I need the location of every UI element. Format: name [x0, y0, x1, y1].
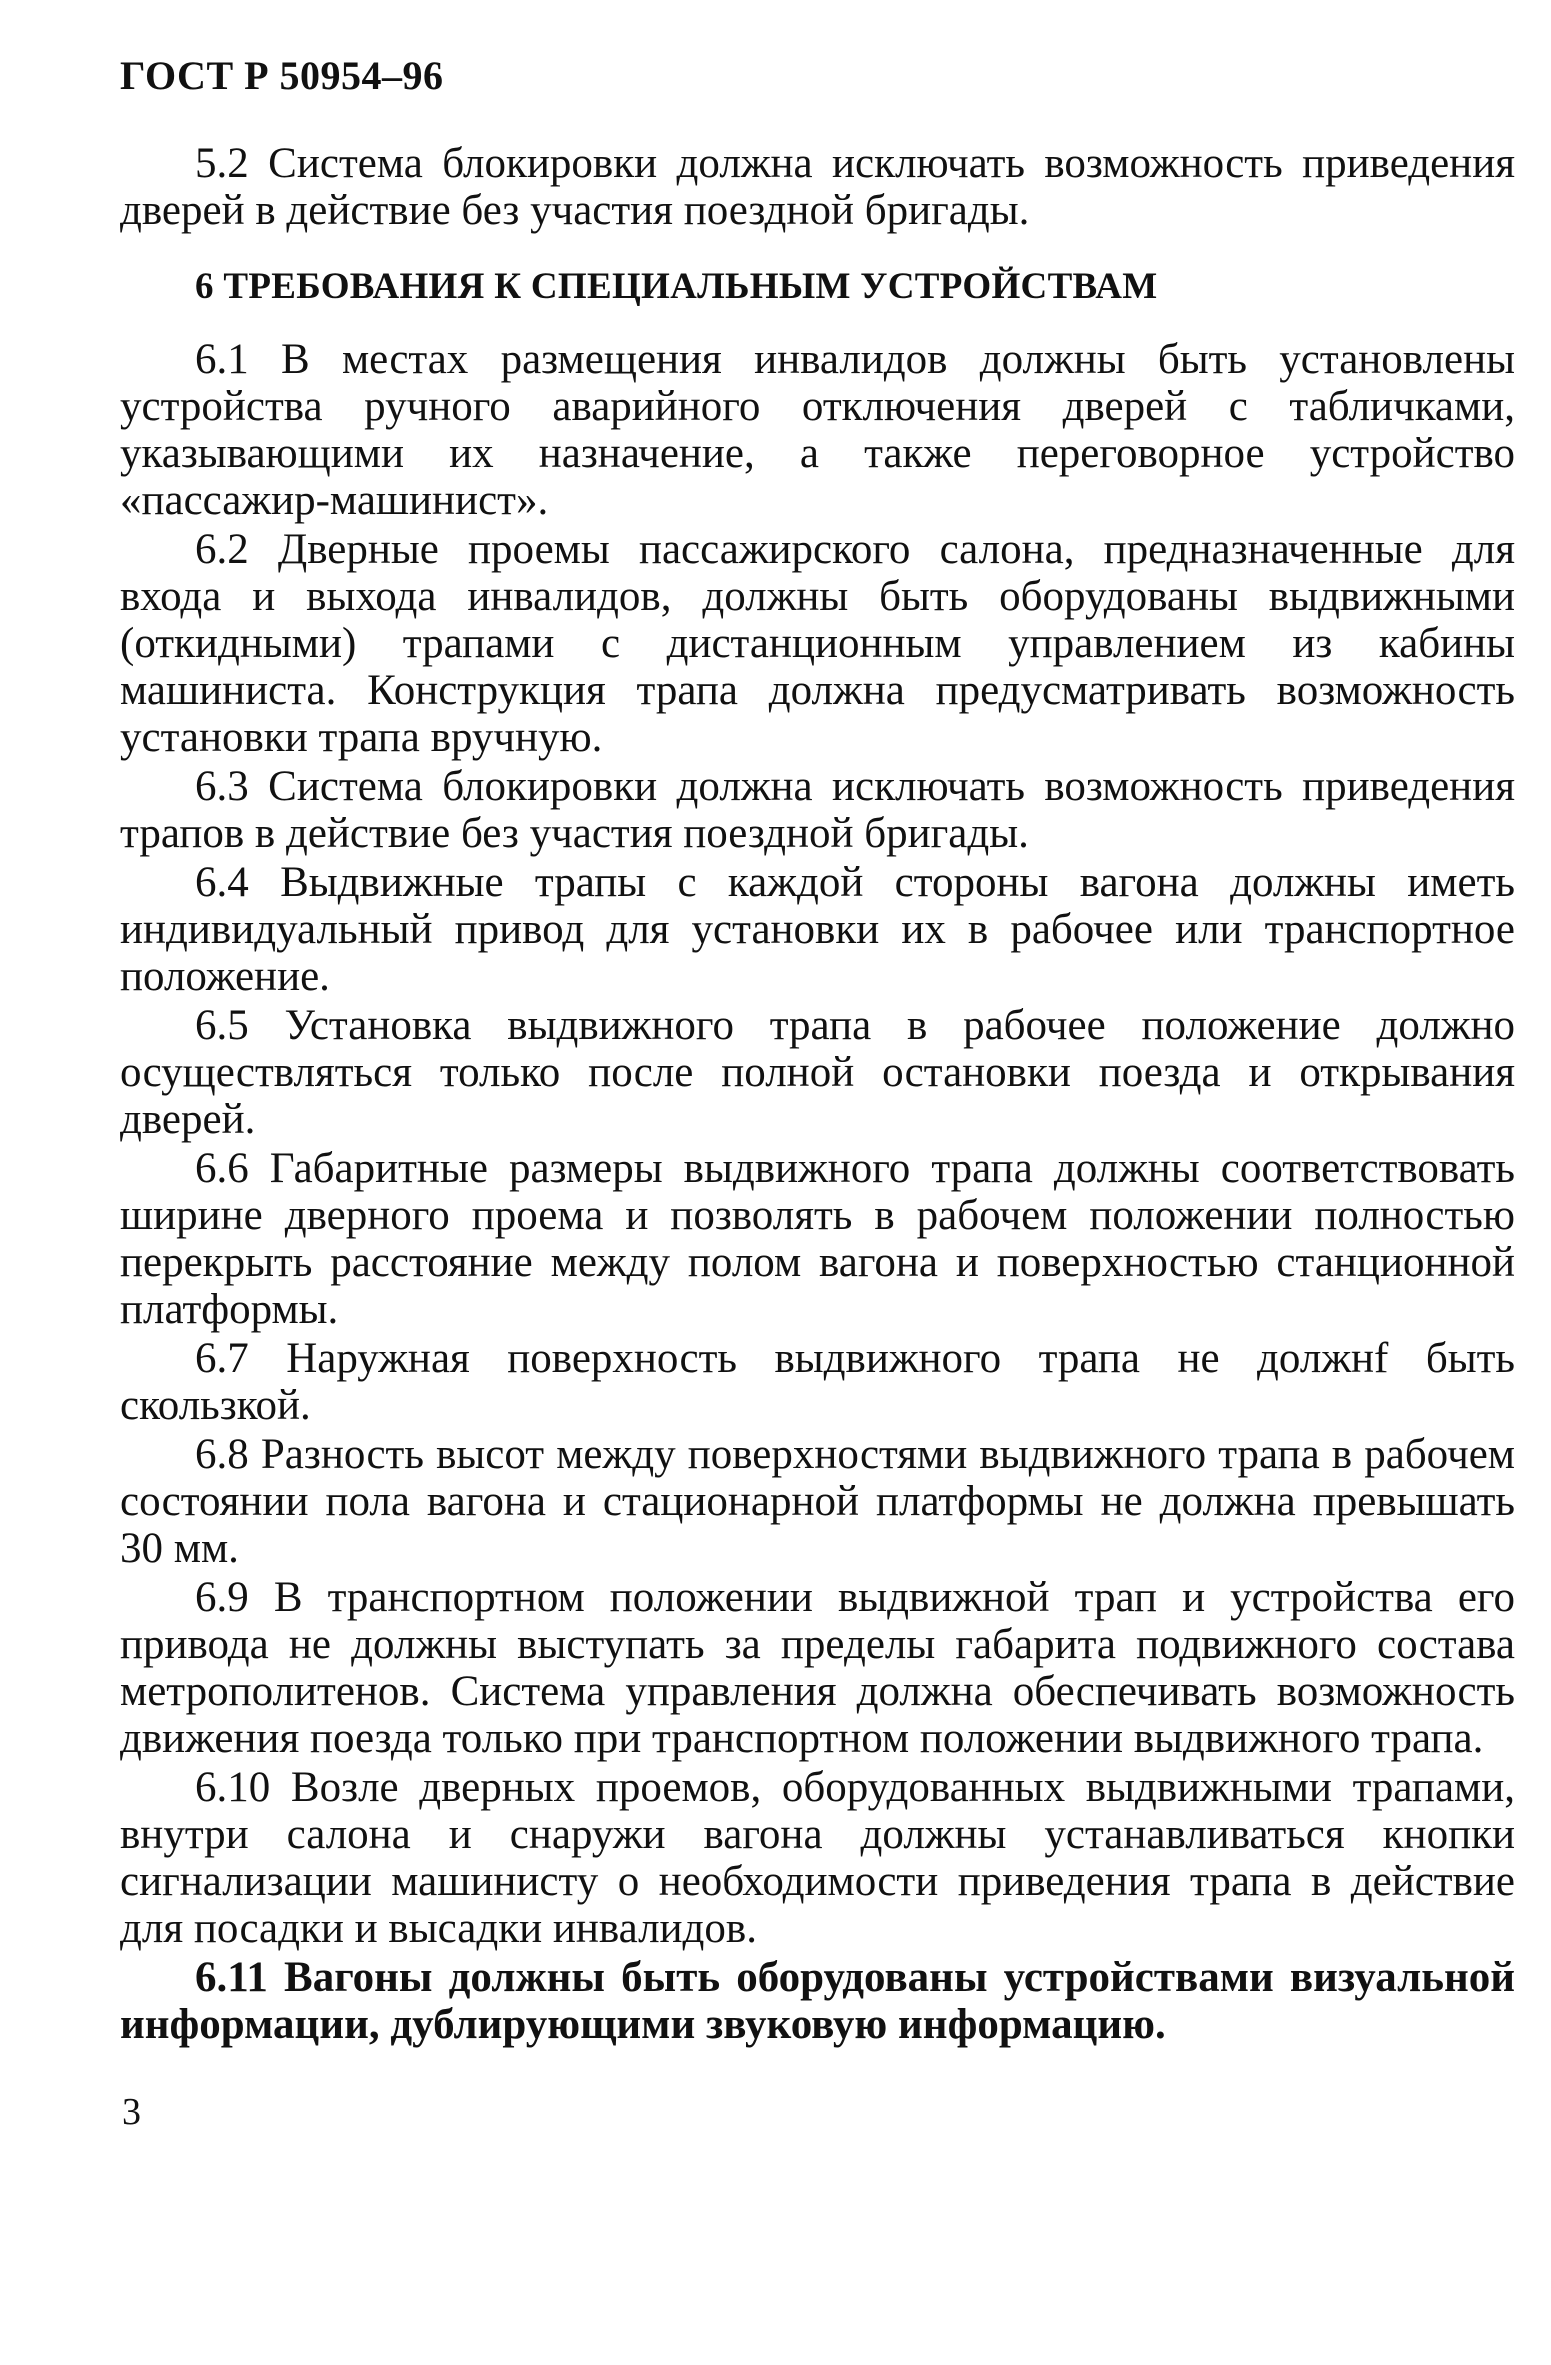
paragraph-6-9: 6.9 В транспортном положении выдвижной трап и устройства его привода не должны выступать за пределы габарита подвижного состава метрополитенов. Система управления должна обеспечивать возможность движения поезда только при транспортном положении выдвижного трапа. [120, 1574, 1515, 1762]
paragraph-6-7: 6.7 Наружная поверхность выдвижного трапа не должнf быть скользкой. [120, 1335, 1515, 1429]
paragraph-6-11: 6.11 Вагоны должны быть оборудованы устройствами визуальной информации, дублирующими звуковую информацию. [120, 1954, 1515, 2048]
page-number: 3 [122, 2091, 141, 2133]
paragraph-6-3: 6.3 Система блокировки должна исключать возможность приведения трапов в действие без участия поездной бригады. [120, 763, 1515, 857]
paragraph-6-6: 6.6 Габаритные размеры выдвижного трапа должны соответствовать ширине дверного проема и позволять в рабочем положении полностью перекрыть расстояние между полом вагона и поверхностью станционной платформы. [120, 1145, 1515, 1333]
document-body [120, 140, 1515, 2048]
document-code-header: ГОСТ Р 50954–96 [120, 53, 444, 98]
paragraph-6-1: 6.1 В местах размещения инвалидов должны быть установлены устройства ручного аварийного отключения дверей с табличками, указывающими их назначение, а также переговорное устройство «пассажир-машинист». [120, 336, 1515, 524]
paragraph-6-2: 6.2 Дверные проемы пассажирского салона, предназначенные для входа и выхода инвалидов, должны быть оборудованы выдвижными (откидными) трапами с дистанционным управлением из кабины машиниста. Конструкция трапа должна предусматривать возможность установки трапа вручную. [120, 526, 1515, 761]
paragraph-6-8: 6.8 Разность высот между поверхностями выдвижного трапа в рабочем состоянии пола вагона и стационарной платформы не должна превышать 30 мм. [120, 1431, 1515, 1572]
paragraph-6-4: 6.4 Выдвижные трапы с каждой стороны вагона должны иметь индивидуальный привод для установки их в рабочее или транспортное положение. [120, 859, 1515, 1000]
paragraph-6-10: 6.10 Возле дверных проемов, оборудованных выдвижными трапами, внутри салона и снаружи вагона должны устанавливаться кнопки сигнализации машинисту о необходимости приведения трапа в действие для посадки и высадки инвалидов. [120, 1764, 1515, 1952]
section-heading: 6 ТРЕБОВАНИЯ К СПЕЦИАЛЬНЫМ УСТРОЙСТВАМ [195, 266, 1158, 307]
paragraph-6-5: 6.5 Установка выдвижного трапа в рабочее положение должно осуществляться только после полной остановки поезда и открывания дверей. [120, 1002, 1515, 1143]
paragraph-5-2: 5.2 Система блокировки должна исключать возможность приведения дверей в действие без участия поездной бригады. [120, 140, 1515, 234]
